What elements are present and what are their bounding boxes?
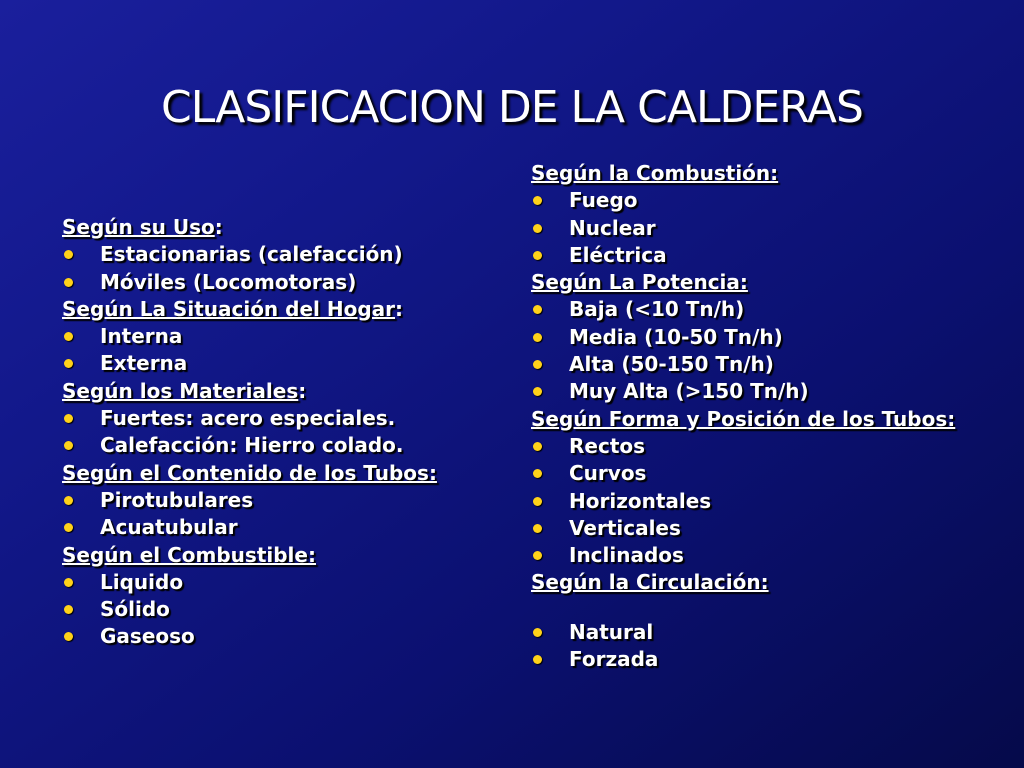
bullet-dot-icon — [533, 305, 542, 314]
bullet-dot-icon — [533, 655, 542, 664]
list-item: Sólido — [62, 596, 512, 623]
list-item: Gaseoso — [62, 623, 512, 650]
right-column — [531, 160, 1001, 673]
bullet-dot-icon — [64, 441, 73, 450]
bullet-dot-icon — [64, 359, 73, 368]
bullet-dot-icon — [533, 469, 542, 478]
section-heading-potencia: Según La Potencia: — [531, 270, 748, 295]
list-item: Media (10-50 Tn/h) — [531, 324, 1001, 351]
bullet-dot-icon — [64, 414, 73, 423]
list-item: Rectos — [531, 433, 1001, 460]
list-item: Liquido — [62, 569, 512, 596]
list-item: Acuatubular — [62, 514, 512, 541]
list-item: Baja (<10 Tn/h) — [531, 296, 1001, 323]
bullet-dot-icon — [533, 360, 542, 369]
list-item: Natural — [531, 619, 1001, 646]
bullet-dot-icon — [64, 605, 73, 614]
list-item: Externa — [62, 350, 512, 377]
bullet-dot-icon — [64, 632, 73, 641]
section-heading-contenido-tubos: Según el Contenido de los Tubos: — [62, 460, 437, 485]
list-item: Calefacción: Hierro colado. — [62, 432, 512, 459]
list-item: Pirotubulares — [62, 487, 512, 514]
bullet-dot-icon — [64, 332, 73, 341]
section-heading-combustible: Según el Combustible: — [62, 542, 316, 567]
bullet-dot-icon — [64, 250, 73, 259]
bullet-dot-icon — [533, 333, 542, 342]
list-item: Nuclear — [531, 215, 1001, 242]
list-item: Verticales — [531, 515, 1001, 542]
list-item: Móviles (Locomotoras) — [62, 269, 512, 296]
left-column — [62, 214, 512, 651]
list-item: Estacionarias (calefacción) — [62, 241, 512, 268]
list-item: Horizontales — [531, 488, 1001, 515]
section-heading-forma-posicion-tubos: Según Forma y Posición de los Tubos: — [531, 406, 956, 431]
section-heading-materiales: Según los Materiales: — [62, 378, 307, 403]
bullet-dot-icon — [533, 387, 542, 396]
bullet-dot-icon — [64, 496, 73, 505]
list-item: Interna — [62, 323, 512, 350]
bullet-dot-icon — [533, 251, 542, 260]
bullet-dot-icon — [533, 628, 542, 637]
list-item: Alta (50-150 Tn/h) — [531, 351, 1001, 378]
bullet-dot-icon — [533, 196, 542, 205]
list-item: Forzada — [531, 646, 1001, 673]
bullet-dot-icon — [64, 578, 73, 587]
bullet-dot-icon — [533, 497, 542, 506]
list-item: Inclinados — [531, 542, 1001, 569]
list-item: Eléctrica — [531, 242, 1001, 269]
list-item: Fuego — [531, 187, 1001, 214]
list-item: Fuertes: acero especiales. — [62, 405, 512, 432]
section-heading-combustion: Según la Combustión: — [531, 161, 779, 185]
list-item: Muy Alta (>150 Tn/h) — [531, 378, 1001, 405]
slide-title: CLASIFICACION DE LA CALDERAS — [161, 82, 863, 133]
bullet-dot-icon — [533, 524, 542, 533]
section-heading-uso: Según su Uso: — [62, 215, 223, 239]
bullet-dot-icon — [533, 442, 542, 451]
bullet-dot-icon — [533, 551, 542, 560]
bullet-dot-icon — [64, 278, 73, 287]
section-spacer — [531, 597, 1001, 619]
bullet-dot-icon — [64, 523, 73, 532]
list-item: Curvos — [531, 460, 1001, 487]
bullet-dot-icon — [533, 224, 542, 233]
section-heading-situacion-hogar: Según La Situación del Hogar: — [62, 296, 403, 321]
section-heading-circulacion: Según la Circulación: — [531, 570, 769, 595]
